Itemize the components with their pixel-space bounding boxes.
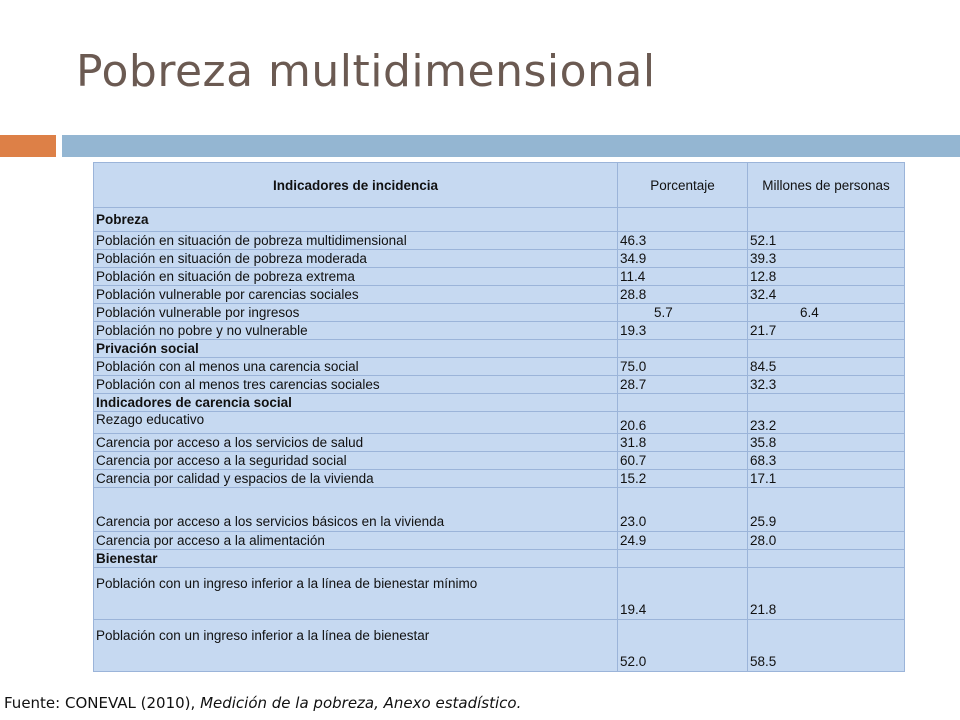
row-label: Población con un ingreso inferior a la línea de bienestar mínimo <box>94 568 618 620</box>
cell-pct: 23.0 <box>618 488 748 532</box>
header-porcentaje: Porcentaje <box>618 163 748 208</box>
cell-mil: 32.3 <box>748 376 905 394</box>
cell-pct: 19.4 <box>618 568 748 620</box>
cell-pct: 75.0 <box>618 358 748 376</box>
header-millones: Millones de personas <box>748 163 905 208</box>
title-underline-bar <box>62 135 960 157</box>
cell-mil: 32.4 <box>748 286 905 304</box>
row-label: Población vulnerable por carencias sociales <box>94 286 618 304</box>
cell-pct <box>618 394 748 412</box>
section-row-indicadores <box>94 394 905 412</box>
poverty-indicators-table <box>93 162 905 672</box>
row-label: Población en situación de pobreza multidimensional <box>94 232 618 250</box>
table-row <box>94 488 905 532</box>
row-label: Población no pobre y no vulnerable <box>94 322 618 340</box>
cell-mil <box>748 208 905 232</box>
row-label: Población en situación de pobreza moderada <box>94 250 618 268</box>
cell-pct: 52.0 <box>618 620 748 672</box>
table-header-row <box>94 163 905 208</box>
cell-pct: 28.8 <box>618 286 748 304</box>
table-row <box>94 412 905 434</box>
table-row <box>94 322 905 340</box>
cell-mil: 39.3 <box>748 250 905 268</box>
cell-mil: 84.5 <box>748 358 905 376</box>
cell-mil <box>748 394 905 412</box>
source-title: Medición de la pobreza, Anexo estadístico. <box>200 694 522 712</box>
section-label: Bienestar <box>94 550 618 568</box>
row-label: Población en situación de pobreza extrema <box>94 268 618 286</box>
cell-mil: 21.7 <box>748 322 905 340</box>
cell-mil: 68.3 <box>748 452 905 470</box>
cell-mil: 35.8 <box>748 434 905 452</box>
cell-mil <box>748 550 905 568</box>
cell-mil: 21.8 <box>748 568 905 620</box>
section-row-bienestar <box>94 550 905 568</box>
cell-pct: 15.2 <box>618 470 748 488</box>
cell-pct: 20.6 <box>618 412 748 434</box>
cell-pct <box>618 340 748 358</box>
cell-mil: 25.9 <box>748 488 905 532</box>
row-label: Carencia por acceso a los servicios básicos en la vivienda <box>94 488 618 532</box>
table-row <box>94 532 905 550</box>
cell-mil: 58.5 <box>748 620 905 672</box>
cell-mil: 23.2 <box>748 412 905 434</box>
cell-mil: 12.8 <box>748 268 905 286</box>
row-label: Carencia por acceso a la seguridad social <box>94 452 618 470</box>
table-row <box>94 568 905 620</box>
row-label: Población con al menos tres carencias sociales <box>94 376 618 394</box>
cell-mil: 52.1 <box>748 232 905 250</box>
source-prefix: Fuente: CONEVAL (2010), <box>4 694 201 712</box>
table-row <box>94 286 905 304</box>
row-label: Carencia por acceso a la alimentación <box>94 532 618 550</box>
cell-pct: 11.4 <box>618 268 748 286</box>
cell-pct: 5.7 <box>618 304 748 322</box>
table-row <box>94 232 905 250</box>
cell-mil: 17.1 <box>748 470 905 488</box>
table-row <box>94 452 905 470</box>
table-row <box>94 268 905 286</box>
section-row-pobreza <box>94 208 905 232</box>
header-indicadores: Indicadores de incidencia <box>94 163 618 208</box>
table-row <box>94 250 905 268</box>
row-label: Carencia por acceso a los servicios de salud <box>94 434 618 452</box>
table-row <box>94 304 905 322</box>
cell-pct: 31.8 <box>618 434 748 452</box>
table-row <box>94 620 905 672</box>
row-label: Carencia por calidad y espacios de la vivienda <box>94 470 618 488</box>
section-label: Indicadores de carencia social <box>94 394 618 412</box>
cell-mil: 6.4 <box>748 304 905 322</box>
source-citation <box>4 694 521 712</box>
cell-mil: 28.0 <box>748 532 905 550</box>
cell-pct <box>618 208 748 232</box>
row-label: Población vulnerable por ingresos <box>94 304 618 322</box>
section-label: Pobreza <box>94 208 618 232</box>
row-label: Población con un ingreso inferior a la línea de bienestar <box>94 620 618 672</box>
table-row <box>94 358 905 376</box>
section-label: Privación social <box>94 340 618 358</box>
cell-pct: 60.7 <box>618 452 748 470</box>
slide-title: Pobreza multidimensional <box>76 46 656 97</box>
section-row-privacion <box>94 340 905 358</box>
cell-pct <box>618 550 748 568</box>
table-row <box>94 470 905 488</box>
table-row <box>94 376 905 394</box>
cell-pct: 34.9 <box>618 250 748 268</box>
cell-pct: 19.3 <box>618 322 748 340</box>
cell-pct: 28.7 <box>618 376 748 394</box>
accent-bar <box>0 135 56 157</box>
cell-mil <box>748 340 905 358</box>
cell-pct: 46.3 <box>618 232 748 250</box>
cell-pct: 24.9 <box>618 532 748 550</box>
row-label: Población con al menos una carencia social <box>94 358 618 376</box>
row-label: Rezago educativo <box>94 412 618 434</box>
table-row <box>94 434 905 452</box>
